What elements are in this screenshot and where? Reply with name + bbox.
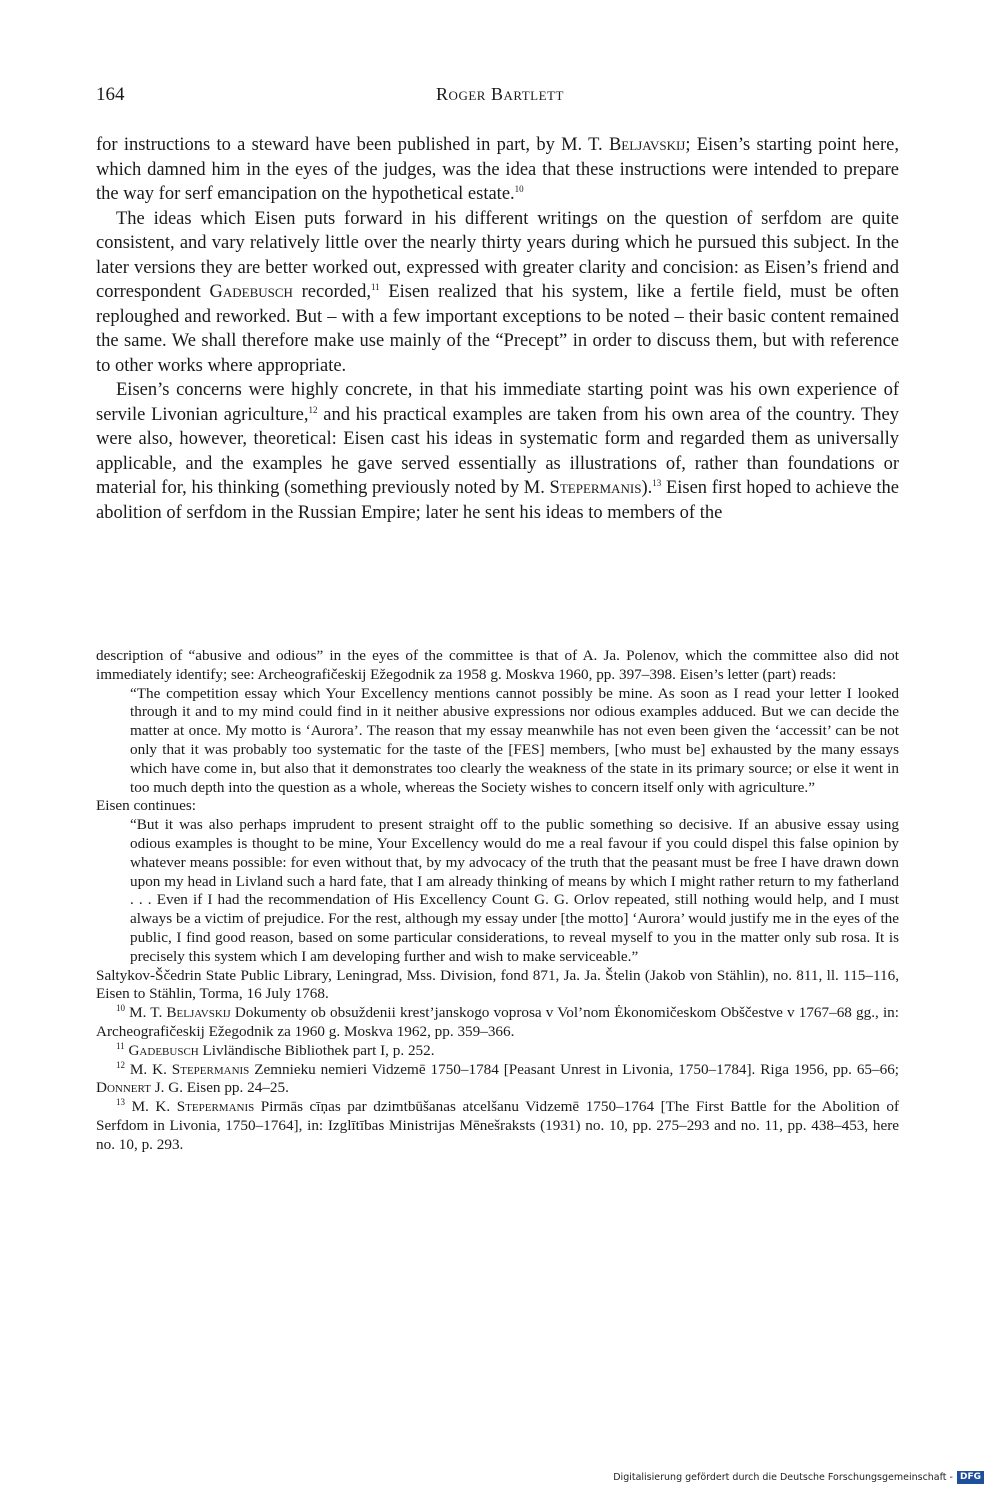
footnotes (96, 647, 899, 1155)
footnote-text: Livländische Bibliothek part I, p. 252. (198, 1041, 435, 1059)
footnote-ref-12: 12 (308, 404, 318, 415)
footnote-ref-10: 10 (514, 183, 524, 194)
footnote-11 (96, 1042, 899, 1061)
footnote-text: Pirmās cīņas par dzimtbūšanas atcelšanu Vidzemē 1750–1764 [The First Battle for the Abolition of Serfdom in Livonia, 1750–1764], in: Izglītības Ministrijas Mēnešraksts (1931) no. 10, pp. 275–293 and no. 11, pp. 438–453, here no. 10, p. 293. (96, 1098, 900, 1153)
footnote-text: Dokumenty ob obsuždenii krest’janskogo voprosa v Vol’nom Ėkonomičeskom Obščestve v 1767–68 gg., in: Archeografičeskij Ežegodnik za 1960 g. Moskva 1962, pp. 359–366. (96, 1004, 899, 1040)
paragraph-2 (96, 207, 899, 379)
text-run: Eisen first hoped to achieve the abolition of serfdom in the Russian Empire; later he sent his ideas to members of the (96, 478, 899, 523)
paragraph-1 (96, 133, 899, 207)
text-run: The ideas which Eisen puts forward in his different writings on the question of serfdom are quite consistent, and vary relatively little over the nearly thirty years during which he pursued this subject. In the later versions they are better worked out, expressed with greater clarity and concision: as Eisen’s friend and correspondent (96, 208, 899, 302)
footnote-number: 12 (116, 1059, 125, 1070)
author-name: Beljavskij (608, 135, 686, 155)
block-quote: “The competition essay which Your Excellency mentions cannot possibly be mine. As soon as I read your letter I looked through it and to my mind could find in it neither abusive expressions nor odious examples adduced. But we can decide the matter at once. My motto is ‘Aurora’. The reason that my essay meanwhile has not even been given the ‘accessit’ can be not only that it was probably too systematic for the taste of the [FES] members, [who must be] exhausted by the many essays which have come in, but also that it demonstrates too clearly the weakness of the state in its primary source; or else it went in too much depth into the question as a whole, whereas the Society wishes to concern itself only with agriculture.” (130, 684, 899, 796)
author-name: Donnert (96, 1079, 151, 1097)
text-run: Eisen’s concerns were highly concrete, in that his immediate starting point was his own experience of servile Livonian agriculture, (96, 380, 899, 425)
author-name: Gadebusch (209, 282, 293, 302)
footnote-line: Eisen continues: (96, 797, 196, 815)
running-head: Roger Bartlett (436, 84, 564, 104)
footnote-10 (96, 1004, 899, 1042)
text-run: for instructions to a steward have been published in part, by M. T. (96, 135, 609, 155)
text-run: ; Eisen’s starting point here, which damned him in the eyes of the judges, was the idea that these instructions were intended to prepare the way for serf emancipation on the hypothetical estate. (96, 135, 899, 204)
footnote-13 (96, 1098, 899, 1154)
paragraph-3 (96, 378, 899, 525)
dfg-logo-icon: DFG (957, 1471, 984, 1484)
footnote-ref-13: 13 (652, 477, 662, 488)
author-name: Gadebusch (128, 1041, 199, 1059)
author-name: Stepermanis (549, 478, 642, 498)
footnote-number: 13 (116, 1097, 125, 1108)
footnote-source: Saltykov-Ščedrin State Public Library, Leningrad, Mss. Division, fond 871, Ja. Ja. Štelin (Jakob von Stählin), no. 811, ll. 115–116, Eisen to Stählin, Torma, 16 July 1768. (96, 966, 899, 1003)
author-name: M. K. Stepermanis (129, 1060, 250, 1078)
footnote-number: 10 (116, 1003, 125, 1014)
footnote-12 (96, 1061, 899, 1099)
footnote-text: J. G. Eisen pp. 24–25. (150, 1079, 289, 1097)
footer-credit (613, 1471, 984, 1484)
page-number: 164 (96, 84, 125, 105)
body-text (96, 133, 899, 525)
footnote-continuation: description of “abusive and odious” in the eyes of the committee is that of A. Ja. Polenov, which the committee also did not immediately identify; see: Archeografičeskij Ežegodnik za 1958 g. Moskva 1960, pp. 397–398. Eisen’s letter (part) reads: (96, 647, 899, 683)
footnote-ref-11: 11 (370, 281, 380, 292)
block-quote: “But it was also perhaps imprudent to present straight off to the public something so decisive. If an abusive essay using odious examples is thought to be mine, Your Excellency would do me a real favour if you could dispel this false opinion by whatever means possible: for even without that, by my advocacy of the truth that the peasant must be free I have drawn down upon my head in Livland such a hard fate, that I am already thinking of means by which I might rather return to my fatherland . . . Even if I had the recommendation of His Excellency Count G. G. Orlov repeated, still nothing would help, and I must always be a victim of prejudice. For the rest, although my essay under [the motto] ‘Aurora’ would justify me in the eyes of the public, I find good reason, based on some particular considerations, to reveal myself to you in the matter only sub rosa. It is precisely this system which I am developing further and wish to make serviceable.” (130, 816, 899, 965)
footnote-text: Zemnieku nemieri Vidzemē 1750–1784 [Peasant Unrest in Livonia, 1750–1784]. Riga 1956, pp. 65–66; (249, 1060, 900, 1078)
text-run: and his practical examples are taken from his own area of the country. They were also, however, theoretical: Eisen cast his ideas in systematic form and regarded them as universally applicable, and the examples he gave served essentially as illustrations of, rather than foundations or material for, his thinking (something previously noted by M. (96, 404, 899, 498)
text-run: Eisen realized that his system, like a fertile field, must be often reploughed and reworked. But – with a few important exceptions to be noted – their basic content remained the same. We shall therefore make use mainly of the “Precept” in order to discuss them, but with reference to other works where appropriate. (96, 282, 900, 376)
text-run: recorded, (292, 282, 371, 302)
text-run: ). (641, 478, 653, 498)
author-name: M. K. Stepermanis (131, 1098, 255, 1116)
author-name: M. T. Beljavskij (129, 1004, 231, 1022)
digitization-credit: Digitalisierung gefördert durch die Deutsche Forschungsgemeinschaft - (613, 1472, 953, 1483)
footnote-number: 11 (116, 1040, 125, 1051)
